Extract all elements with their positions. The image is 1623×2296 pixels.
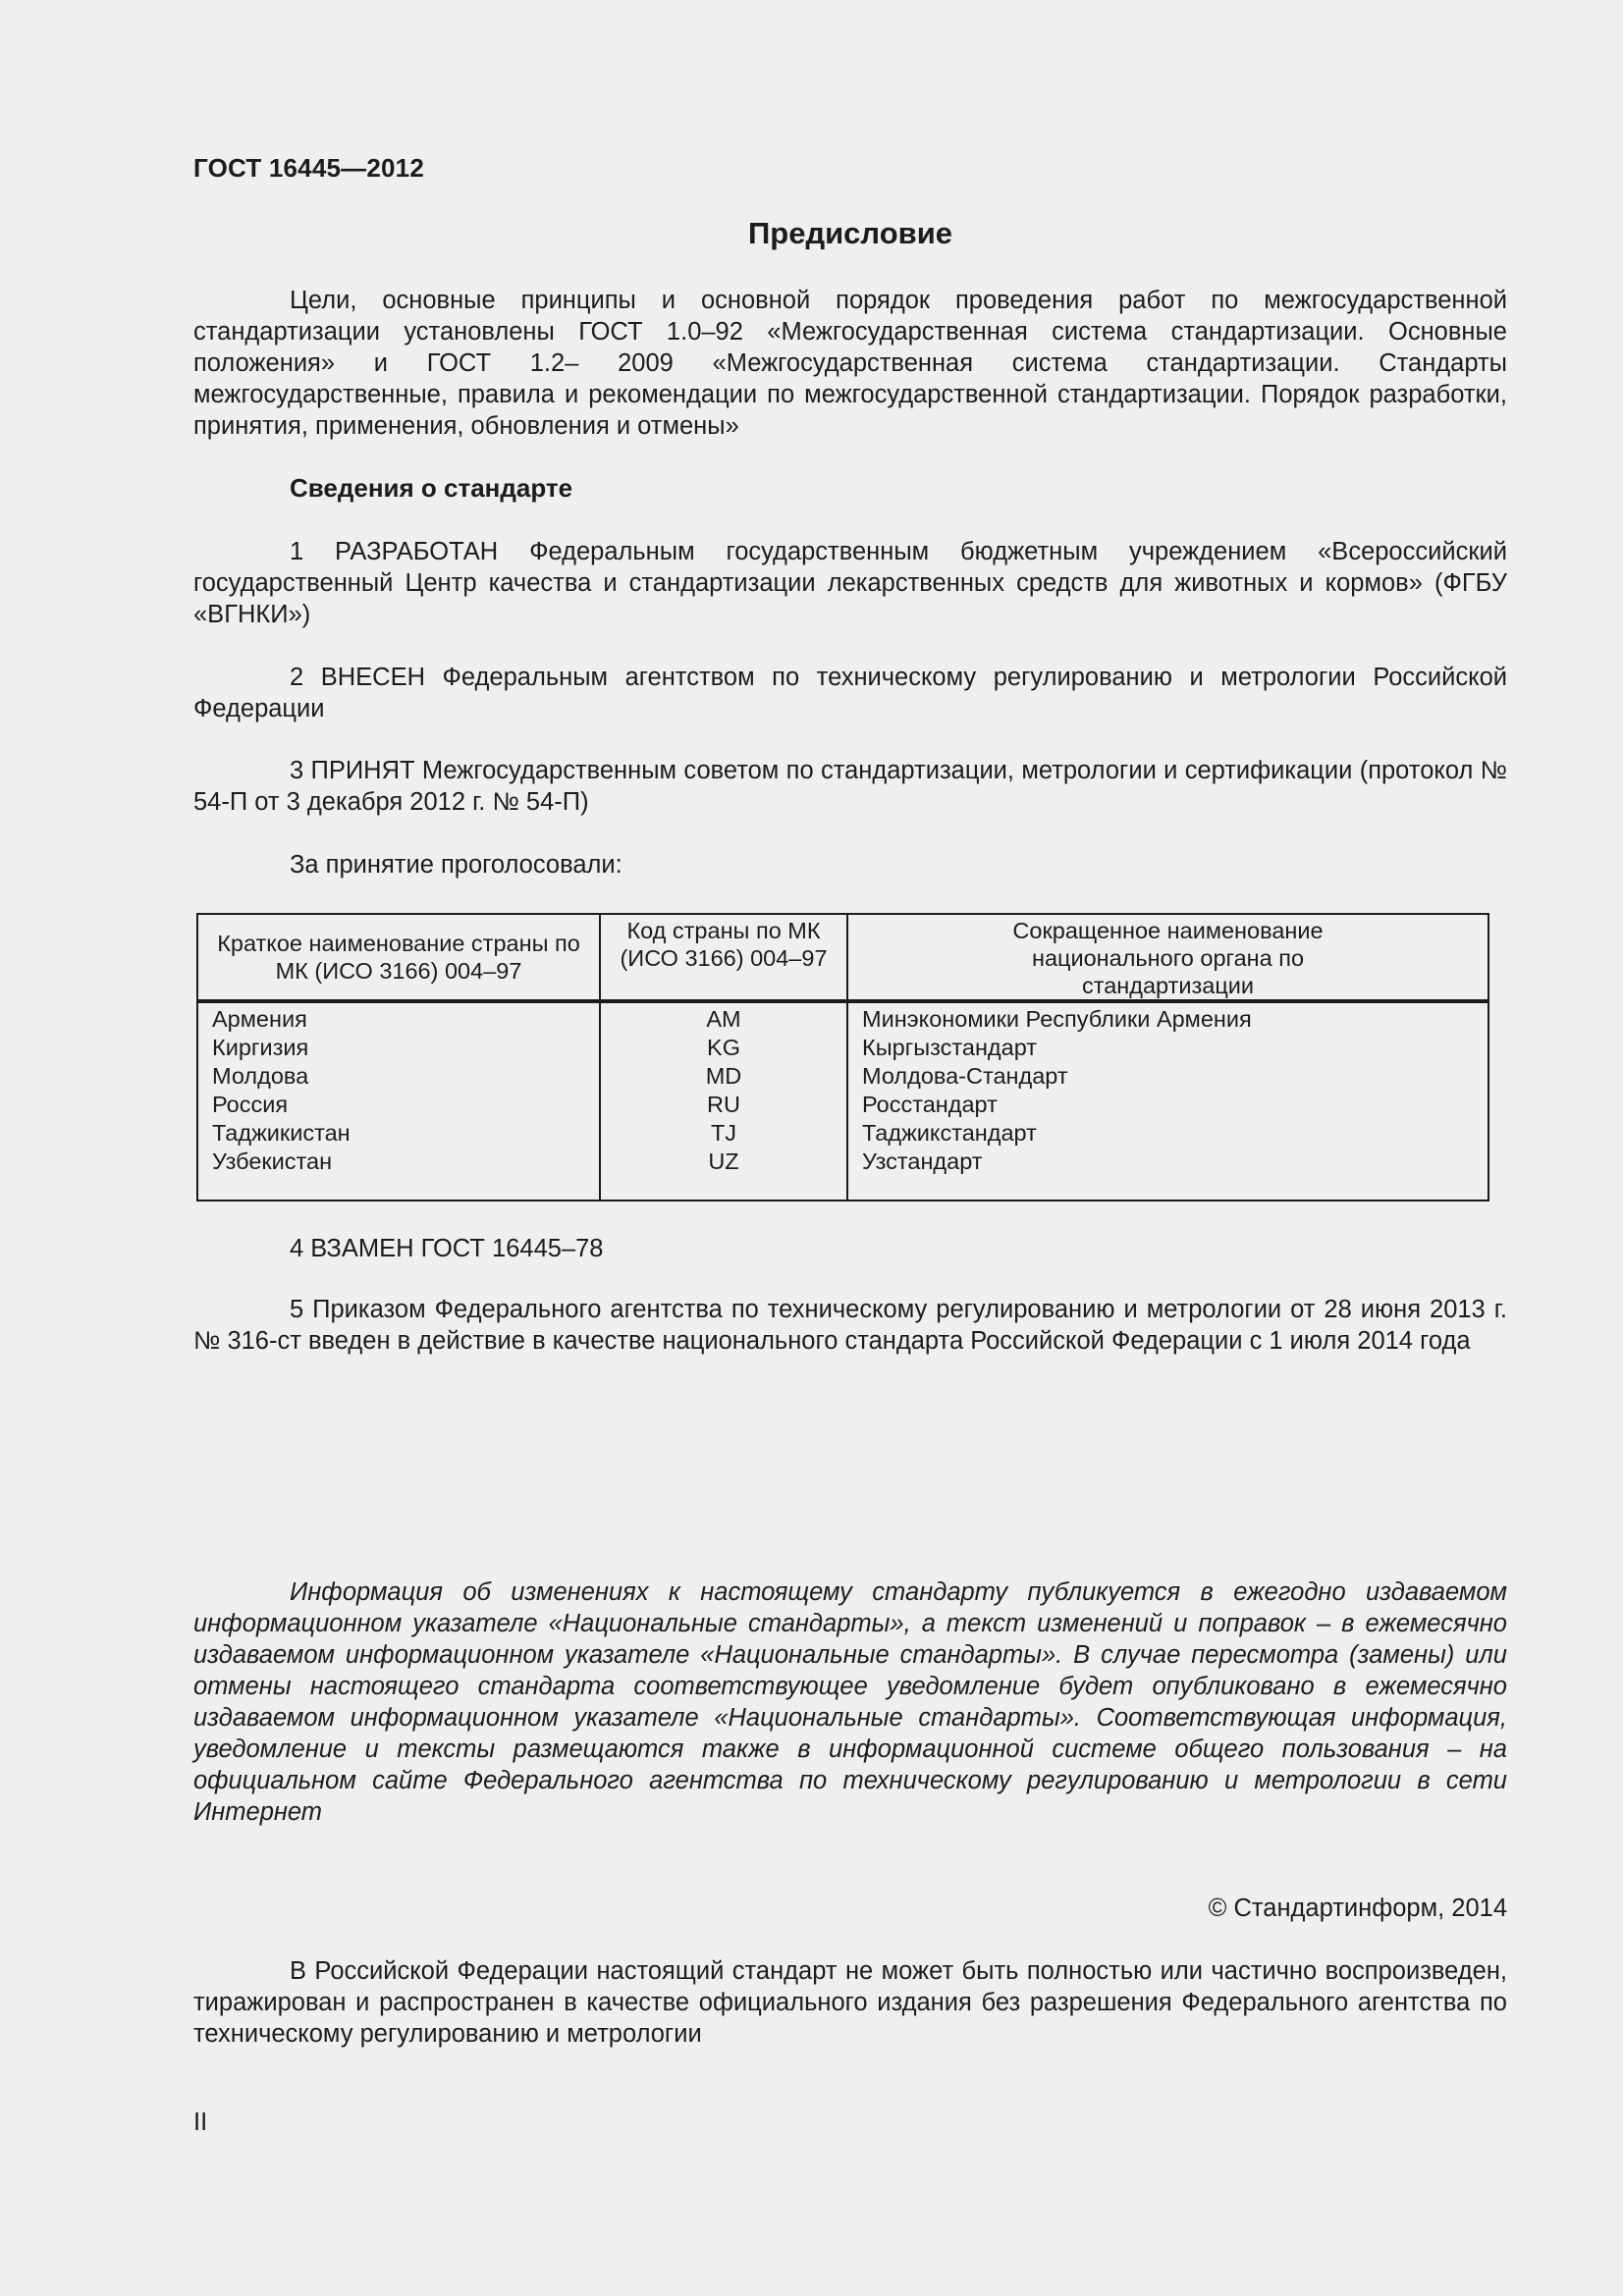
voted-intro: За принятие проголосовали:	[290, 851, 622, 879]
amendments-notice: Информация об изменениях к настоящему стандарту публикуется в ежегодно издаваемом информационном указателе «Национальные стандарты», а текст изменений и поправок – в ежемесячно издаваемом информационном указателе «Национальные стандарты». В случае пересмотра (замены) или отмены настоящего стандарта соответствующее уведомление будет опубликовано в ежемесячно издаваемом информационном указателе «Национальные стандарты». Соответствующая информация, уведомление и тексты размещаются также в информационной системе общего пользования – на официальном сайте Федерального агентства по техническому регулированию и метрологии в сети Интернет	[193, 1578, 1507, 1826]
table-header-rule	[198, 999, 1488, 1003]
table-cell-org: Росстандарт	[862, 1092, 998, 1117]
table-cell-org: Кыргызстандарт	[862, 1035, 1038, 1060]
table-cell-country: Россия	[212, 1092, 289, 1117]
item-introduced: 2 ВНЕСЕН Федеральным агентством по техническому регулированию и метрологии Российской Федерации	[193, 664, 1507, 722]
table-cell-code: MD	[705, 1063, 742, 1089]
table-cell-org: Минэкономики Республики Армения	[862, 1006, 1252, 1032]
item-developed: 1 РАЗРАБОТАН Федеральным государственным бюджетным учреждением «Всероссийский государственный Центр качества и стандартизации лекарственных средств для животных и кормов» (ФГБУ «ВГНКИ»)	[193, 538, 1507, 628]
table-cell-code: AM	[706, 1006, 741, 1032]
table-header-code: Код страны по МК (ИСО 3166) 004–97	[620, 918, 828, 971]
item-adopted: 3 ПРИНЯТ Межгосударственным советом по стандартизации, метрологии и сертификации (протокол № 54-П от 3 декабря 2012 г. № 54-П)	[193, 757, 1507, 816]
table-cell-country: Армения	[212, 1006, 307, 1032]
table-column-country	[212, 1005, 351, 1176]
page-title: Предисловие	[747, 216, 952, 250]
table-cell-org: Молдова-Стандарт	[862, 1063, 1068, 1089]
item-order: 5 Приказом Федерального агентства по техническому регулированию и метрологии от 28 июня 2013 г. № 316-ст введен в действие в качестве национального стандарта Российской Федерации с 1 июля 2014 года	[193, 1296, 1507, 1355]
page-number: II	[193, 2109, 208, 2136]
table-cell-country: Узбекистан	[212, 1148, 333, 1174]
table-cell-country: Таджикистан	[212, 1120, 351, 1146]
table-header-country: Краткое наименование страны по МК (ИСО 3166) 004–97	[217, 931, 580, 984]
info-heading: Сведения о стандарте	[290, 473, 573, 503]
table-cell-code: TJ	[710, 1120, 737, 1146]
table-column-org	[862, 1005, 1252, 1176]
table-cell-country: Киргизия	[212, 1035, 309, 1060]
standard-code-header: ГОСТ 16445—2012	[193, 153, 424, 183]
reproduction-restriction: В Российской Федерации настоящий стандарт не может быть полностью или частично воспроизведен, тиражирован и распространен в качестве официального издания без разрешения Федерального агентства по техническому регулированию и метрологии	[193, 1957, 1507, 2048]
table-column-code	[601, 1005, 846, 1176]
table-cell-code: RU	[707, 1092, 740, 1117]
table-cell-code: UZ	[708, 1148, 739, 1174]
item-replaces: 4 ВЗАМЕН ГОСТ 16445–78	[290, 1235, 604, 1262]
table-cell-country: Молдова	[212, 1063, 309, 1089]
table-cell-org: Узстандарт	[862, 1148, 983, 1174]
intro-paragraph: Цели, основные принципы и основной порядок проведения работ по межгосударственной стандартизации установлены ГОСТ 1.0–92 «Межгосударственная система стандартизации. Основные положения» и ГОСТ 1.2– 2009 «Межгосударственная система стандартизации. Стандарты межгосударственные, правила и рекомендации по межгосударственной стандартизации. Порядок разработки, принятия, применения, обновления и отмены»	[193, 287, 1507, 440]
copyright-line: © Стандартинформ, 2014	[1208, 1895, 1507, 1922]
table-cell-org: Таджикстандарт	[862, 1120, 1037, 1146]
table-cell-code: KG	[707, 1035, 740, 1060]
voting-table	[196, 913, 1489, 1201]
table-header-org: Сокращенное наименование национального органа по стандартизации	[1012, 918, 1324, 998]
